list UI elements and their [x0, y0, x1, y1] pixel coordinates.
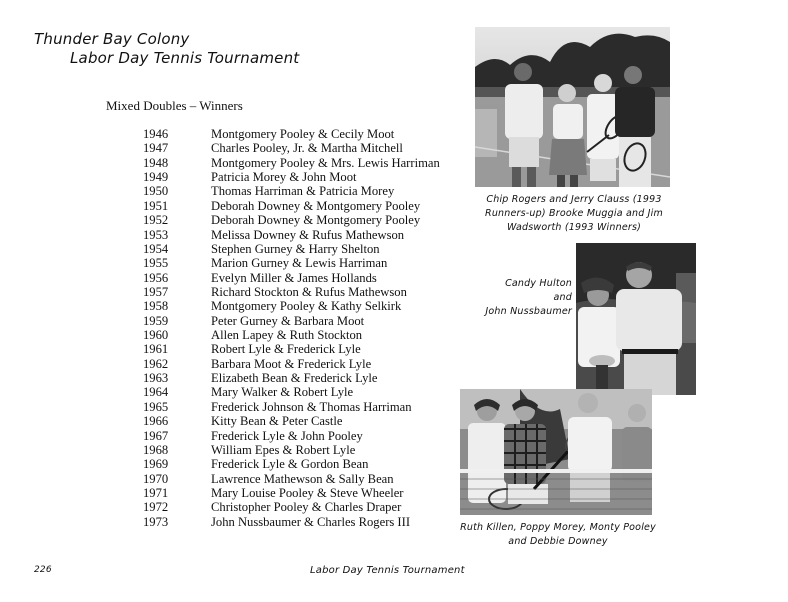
winner-year: 1967	[143, 428, 169, 443]
winner-row	[143, 127, 440, 141]
winner-year: 1971	[143, 485, 169, 500]
winner-row	[143, 472, 440, 486]
winner-names: Richard Stockton & Rufus Mathewson	[211, 284, 407, 299]
photo-caption-2	[462, 277, 572, 319]
winner-names: Montgomery Pooley & Kathy Selkirk	[211, 299, 402, 314]
winner-names: Barbara Moot & Frederick Lyle	[211, 356, 372, 371]
winner-names: Elizabeth Bean & Frederick Lyle	[211, 371, 378, 386]
winner-names: Evelyn Miller & James Hollands	[211, 270, 377, 285]
winner-year: 1952	[143, 213, 169, 228]
winner-row	[143, 156, 440, 170]
winner-year: 1960	[143, 328, 169, 343]
winner-row	[143, 170, 440, 184]
winner-row	[143, 457, 440, 471]
photo-trophy-winners	[576, 243, 696, 395]
caption-line: and	[553, 292, 572, 303]
winner-row	[143, 429, 440, 443]
winner-names: Marion Gurney & Lewis Harriman	[211, 256, 388, 271]
winner-year: 1970	[143, 471, 169, 486]
winner-row	[143, 199, 440, 213]
winner-row	[143, 256, 440, 270]
winner-row	[143, 500, 440, 514]
winner-year: 1972	[143, 500, 169, 515]
winner-row	[143, 314, 440, 328]
section-heading: Mixed Doubles – Winners	[106, 98, 243, 113]
winner-row	[143, 184, 440, 198]
winner-names: Kitty Bean & Peter Castle	[211, 414, 343, 429]
winner-names: Deborah Downey & Montgomery Pooley	[211, 198, 421, 213]
winner-year: 1959	[143, 313, 169, 328]
winner-row	[143, 228, 440, 242]
photo-1993-players	[475, 27, 670, 187]
caption-line: John Nussbaumer	[485, 306, 572, 317]
winner-year: 1963	[143, 371, 169, 386]
winner-names: John Nussbaumer & Charles Rogers III	[211, 514, 411, 529]
winner-row	[143, 515, 440, 529]
winner-names: Mary Louise Pooley & Steve Wheeler	[211, 485, 404, 500]
running-footer: Labor Day Tennis Tournament	[310, 565, 465, 576]
winner-year: 1953	[143, 227, 169, 242]
winner-year: 1956	[143, 270, 169, 285]
winner-names: Robert Lyle & Frederick Lyle	[211, 342, 361, 357]
caption-line: Candy Hulton	[505, 278, 572, 289]
winner-row	[143, 385, 440, 399]
winner-names: Mary Walker & Robert Lyle	[211, 385, 354, 400]
winner-year: 1966	[143, 414, 169, 429]
winner-names: Thomas Harriman & Patricia Morey	[211, 184, 395, 199]
winner-names: Montgomery Pooley & Mrs. Lewis Harriman	[211, 155, 440, 170]
winner-row	[143, 414, 440, 428]
photo-players-at-net	[460, 389, 652, 515]
winner-year: 1961	[143, 342, 169, 357]
winner-names: Charles Pooley, Jr. & Martha Mitchell	[211, 141, 403, 156]
winner-row	[143, 299, 440, 313]
winner-row	[143, 271, 440, 285]
winner-year: 1958	[143, 299, 169, 314]
winner-names: Allen Lapey & Ruth Stockton	[211, 328, 363, 343]
winner-year: 1965	[143, 399, 169, 414]
winner-names: Frederick Lyle & John Pooley	[211, 428, 363, 443]
photo-image	[576, 243, 696, 395]
page-subtitle: Labor Day Tennis Tournament	[70, 49, 300, 67]
winner-year: 1973	[143, 514, 169, 529]
winner-year: 1950	[143, 184, 169, 199]
page-title: Thunder Bay Colony	[34, 30, 190, 48]
winner-year: 1962	[143, 356, 169, 371]
winner-row	[143, 285, 440, 299]
winner-names: Montgomery Pooley & Cecily Moot	[211, 127, 395, 141]
winner-year: 1954	[143, 241, 169, 256]
winner-names: Patricia Morey & John Moot	[211, 170, 357, 185]
winner-year: 1948	[143, 155, 169, 170]
photo-caption-1: Chip Rogers and Jerry Clauss (1993 Runners-up) Brooke Muggia and Jim Wadsworth (1993 Winners)	[485, 194, 663, 233]
winner-year: 1947	[143, 141, 169, 156]
winner-row	[143, 342, 440, 356]
winner-year: 1968	[143, 442, 169, 457]
winner-names: Lawrence Mathewson & Sally Bean	[211, 471, 394, 486]
photo-image	[475, 27, 670, 187]
winner-year: 1946	[143, 127, 169, 141]
page-number: 226	[34, 565, 52, 575]
winner-year: 1955	[143, 256, 169, 271]
winner-year: 1951	[143, 198, 169, 213]
winner-row	[143, 242, 440, 256]
winner-row	[143, 141, 440, 155]
winner-names: Peter Gurney & Barbara Moot	[211, 313, 365, 328]
winner-year: 1964	[143, 385, 169, 400]
winner-row	[143, 328, 440, 342]
winner-names: Stephen Gurney & Harry Shelton	[211, 241, 380, 256]
winner-year: 1949	[143, 170, 169, 185]
winner-row	[143, 357, 440, 371]
winner-row	[143, 486, 440, 500]
winner-names: Melissa Downey & Rufus Mathewson	[211, 227, 405, 242]
winner-names: Christopher Pooley & Charles Draper	[211, 500, 402, 515]
winner-row	[143, 400, 440, 414]
winner-row	[143, 213, 440, 227]
photo-image	[460, 389, 652, 515]
photo-caption-3: Ruth Killen, Poppy Morey, Monty Pooley and Debbie Downey	[460, 522, 656, 547]
winner-names: Frederick Lyle & Gordon Bean	[211, 457, 369, 472]
winner-names: Deborah Downey & Montgomery Pooley	[211, 213, 421, 228]
winner-year: 1957	[143, 284, 169, 299]
winner-names: Frederick Johnson & Thomas Harriman	[211, 399, 412, 414]
winner-year: 1969	[143, 457, 169, 472]
winner-names: William Epes & Robert Lyle	[211, 442, 356, 457]
winner-row	[143, 371, 440, 385]
winner-row	[143, 443, 440, 457]
winners-list	[143, 127, 440, 529]
